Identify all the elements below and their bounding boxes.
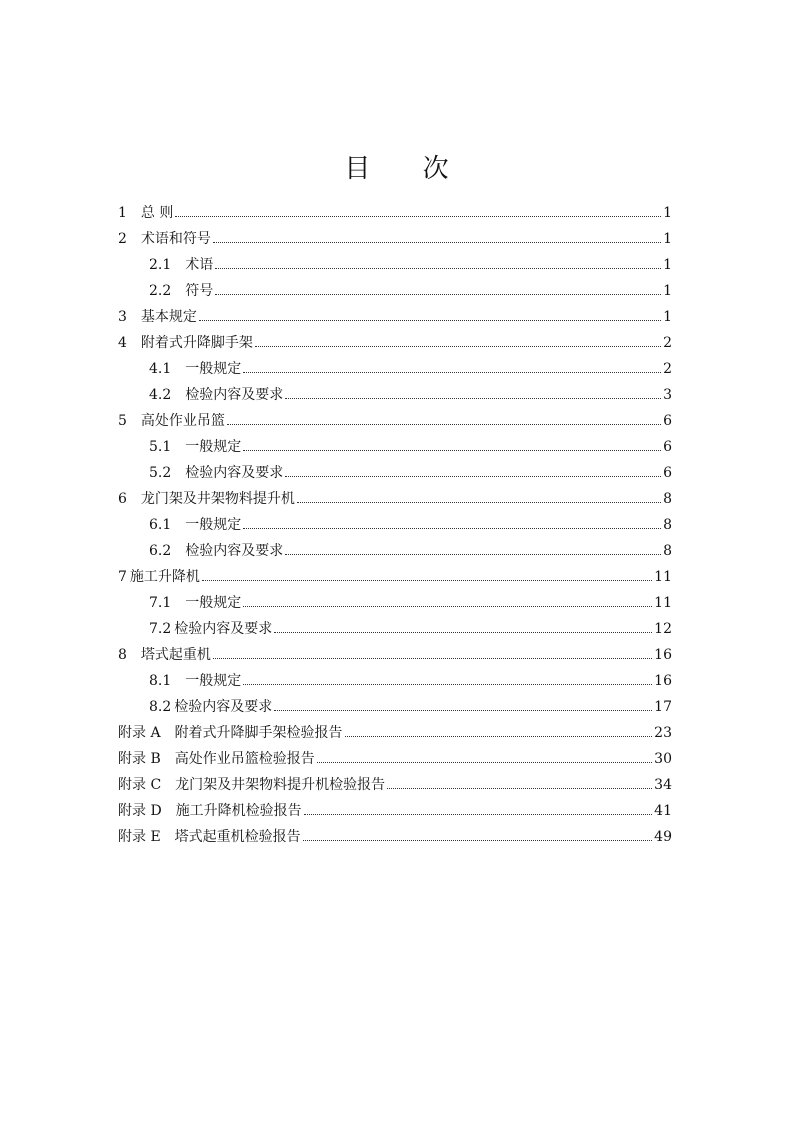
toc-entry-number: 4.2 [149,387,172,403]
toc-entry-label: 一般规定 [185,595,242,611]
toc-entry-number: 附录 C [118,777,162,793]
toc-entry[interactable] [118,772,672,798]
toc-entry-page-number: 3 [663,387,672,403]
toc-dot-leader [215,268,661,269]
toc-entry-page-number: 1 [663,231,672,247]
toc-entry[interactable] [118,486,672,512]
toc-entry-label: 基本规定 [140,309,197,325]
toc-entry-label: 检验内容及要求 [185,465,284,481]
toc-entry[interactable] [118,720,672,746]
toc-entry-number: 3 [118,309,127,325]
toc-entry-label: 检验内容及要求 [174,699,273,715]
toc-entry-label: 总 则 [140,205,174,221]
toc-dot-leader [274,710,652,711]
toc-entry-number: 附录 E [118,829,161,845]
page-title: 目 次 [344,154,471,184]
toc-entry-label: 检验内容及要求 [174,621,273,637]
toc-entry-label: 附着式升降脚手架检验报告 [174,725,343,741]
toc-entry-number: 2.2 [149,283,172,299]
toc-dot-leader [215,294,661,295]
toc-dot-leader [202,580,652,581]
toc-entry-page-number: 11 [654,595,672,611]
toc-dot-leader [243,372,661,373]
toc-entry-label: 塔式起重机检验报告 [174,829,301,845]
toc-entry[interactable] [118,252,672,278]
toc-entry-label: 塔式起重机 [140,647,211,663]
toc-dot-leader [243,606,652,607]
toc-entry-page-number: 8 [663,517,672,533]
toc-dot-leader [213,242,661,243]
toc-dot-leader [199,320,661,321]
toc-entry-number: 2.1 [149,257,172,273]
toc-entry-number: 6.1 [149,517,172,533]
toc-entry[interactable] [118,616,672,642]
toc-entry-page-number: 12 [654,621,672,637]
toc-dot-leader [285,554,661,555]
toc-entry-page-number: 30 [654,751,672,767]
toc-entry-label: 龙门架及井架物料提升机 [140,491,295,507]
toc-entry-page-number: 16 [654,647,672,663]
toc-dot-leader [304,814,652,815]
toc-entry-number: 5 [118,413,127,429]
toc-entry-label: 术语 [185,257,214,273]
toc-entry-label: 一般规定 [185,361,242,377]
toc-entry[interactable] [118,200,672,226]
toc-entry-number: 1 [118,205,127,221]
toc-entry-number: 2 [118,231,127,247]
toc-entry-number: 5.2 [149,465,172,481]
toc-entry-page-number: 17 [654,699,672,715]
toc-entry-label: 施工升降机 [129,569,200,585]
toc-entry[interactable] [118,356,672,382]
toc-entry-page-number: 2 [663,335,672,351]
toc-entry-number: 6.2 [149,543,172,559]
table-of-contents [118,200,672,850]
toc-dot-leader [345,736,653,737]
toc-entry[interactable] [118,824,672,850]
toc-entry-page-number: 8 [663,491,672,507]
toc-entry-label: 高处作业吊篮检验报告 [174,751,315,767]
toc-entry-label: 龙门架及井架物料提升机检验报告 [175,777,386,793]
toc-entry-label: 一般规定 [185,673,242,689]
toc-entry[interactable] [118,278,672,304]
toc-dot-leader [243,450,661,451]
toc-entry-label: 检验内容及要求 [185,543,284,559]
toc-dot-leader [285,476,661,477]
toc-dot-leader [303,840,653,841]
toc-entry-number: 附录 D [118,803,162,819]
toc-dot-leader [317,762,652,763]
toc-entry-number: 8 [118,647,127,663]
toc-entry[interactable] [118,642,672,668]
toc-entry-number: 7.2 [149,621,172,637]
toc-dot-leader [297,502,661,503]
toc-entry-page-number: 8 [663,543,672,559]
toc-entry[interactable] [118,382,672,408]
toc-entry-label: 一般规定 [185,439,242,455]
toc-entry-label: 高处作业吊篮 [140,413,225,429]
toc-entry-number: 5.1 [149,439,172,455]
toc-entry-page-number: 1 [663,257,672,273]
toc-entry[interactable] [118,668,672,694]
toc-entry[interactable] [118,512,672,538]
toc-dot-leader [255,346,661,347]
toc-entry-page-number: 1 [663,205,672,221]
toc-dot-leader [387,788,652,789]
toc-entry[interactable] [118,538,672,564]
toc-dot-leader [227,424,661,425]
toc-entry-page-number: 6 [663,465,672,481]
toc-entry[interactable] [118,694,672,720]
toc-entry-number: 8.2 [149,699,172,715]
toc-entry-page-number: 1 [663,283,672,299]
toc-dot-leader [243,528,661,529]
toc-entry-page-number: 23 [654,725,672,741]
toc-entry-label: 符号 [185,283,214,299]
toc-entry-number: 4 [118,335,127,351]
toc-entry[interactable] [118,304,672,330]
toc-dot-leader [213,658,652,659]
toc-entry[interactable] [118,434,672,460]
toc-entry-page-number: 49 [654,829,672,845]
toc-entry-page-number: 11 [654,569,672,585]
toc-entry[interactable] [118,590,672,616]
toc-entry-number: 附录 A [118,725,161,741]
toc-entry-page-number: 2 [663,361,672,377]
toc-entry[interactable] [118,564,672,590]
toc-entry[interactable] [118,330,672,356]
toc-entry-label: 施工升降机检验报告 [175,803,302,819]
toc-entry-page-number: 6 [663,439,672,455]
toc-entry-page-number: 6 [663,413,672,429]
toc-entry-page-number: 41 [654,803,672,819]
toc-entry-label: 一般规定 [185,517,242,533]
toc-dot-leader [285,398,661,399]
toc-entry-number: 4.1 [149,361,172,377]
toc-entry[interactable] [118,746,672,772]
toc-entry-label: 检验内容及要求 [185,387,284,403]
toc-entry[interactable] [118,460,672,486]
toc-entry[interactable] [118,408,672,434]
toc-dot-leader [274,632,652,633]
toc-entry-page-number: 34 [654,777,672,793]
toc-entry[interactable] [118,798,672,824]
toc-entry-number: 附录 B [118,751,161,767]
toc-entry-number: 7.1 [149,595,172,611]
toc-entry-number: 8.1 [149,673,172,689]
toc-entry-number: 6 [118,491,127,507]
toc-entry[interactable] [118,226,672,252]
toc-dot-leader [175,216,661,217]
toc-entry-label: 附着式升降脚手架 [140,335,253,351]
toc-entry-number: 7 [118,569,127,585]
toc-dot-leader [243,684,652,685]
toc-entry-label: 术语和符号 [140,231,211,247]
toc-entry-page-number: 16 [654,673,672,689]
toc-entry-page-number: 1 [663,309,672,325]
